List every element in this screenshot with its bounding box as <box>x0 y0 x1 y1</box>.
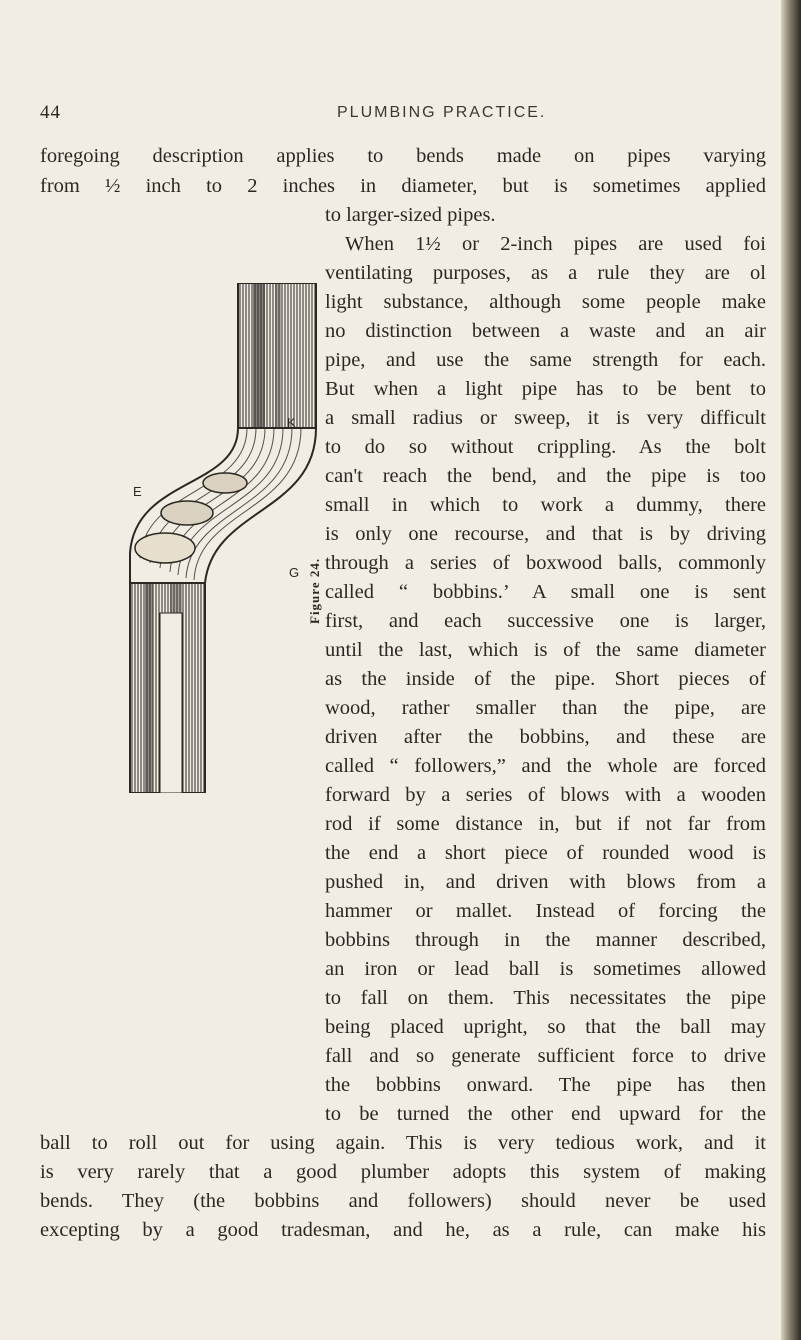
text-line: hammer or mallet. Instead of forcing the <box>325 900 766 922</box>
page-header <box>0 102 801 126</box>
text-line: But when a light pipe has to be bent to <box>325 378 766 400</box>
page-number: 44 <box>40 102 61 123</box>
text-line: pipe, and use the same strength for each. <box>325 349 766 371</box>
text-line: the end a short piece of rounded wood is <box>325 842 766 864</box>
text-line: until the last, which is of the same diameter <box>325 639 766 661</box>
figure-caption: Figure 24. <box>307 557 322 624</box>
text-line: as the inside of the pipe. Short pieces of <box>325 668 766 690</box>
text-line: a small radius or sweep, it is very difficult <box>325 407 766 429</box>
text-line: first, and each successive one is larger, <box>325 610 766 632</box>
text-line: called “ bobbins.’ A small one is sent <box>325 581 766 603</box>
text-line: is very rarely that a good plumber adopts this system of making <box>40 1161 766 1183</box>
running-head: PLUMBING PRACTICE. <box>337 104 547 121</box>
text-line: ventilating purposes, as a rule they are ol <box>325 262 766 284</box>
text-line: forward by a series of blows with a wooden <box>325 784 766 806</box>
text-line: an iron or lead ball is sometimes allowed <box>325 958 766 980</box>
text-line: to be turned the other end upward for the <box>325 1103 766 1125</box>
text-line: the bobbins onward. The pipe has then <box>325 1074 766 1096</box>
text-line: foregoing description applies to bends made on pipes varying <box>40 145 766 167</box>
text-line: bends. They (the bobbins and followers) should never be used <box>40 1190 766 1212</box>
text-line: When 1½ or 2-inch pipes are used foi <box>345 233 766 255</box>
figure-label-k: K <box>287 415 296 430</box>
text-line: called “ followers,” and the whole are forced <box>325 755 766 777</box>
page-edge-shadow <box>781 0 801 1340</box>
text-line: excepting by a good tradesman, and he, as a rule, can make his <box>40 1219 766 1241</box>
text-line: wood, rather smaller than the pipe, are <box>325 697 766 719</box>
text-line: is only one recourse, and that is by driving <box>325 523 766 545</box>
text-line: to fall on them. This necessitates the pipe <box>325 987 766 1009</box>
figure-label-g: G <box>289 565 300 580</box>
text-line: pushed in, and driven with blows from a <box>325 871 766 893</box>
text-line: rod if some distance in, but if not far from <box>325 813 766 835</box>
figure-label-e: E <box>133 484 142 499</box>
text-line: no distinction between a waste and an air <box>325 320 766 342</box>
text-line: light substance, although some people make <box>325 291 766 313</box>
text-line: to do so without crippling. As the bolt <box>325 436 766 458</box>
text-line: through a series of boxwood balls, commonly <box>325 552 766 574</box>
pipe-bend-figure <box>125 283 325 793</box>
text-line: fall and so generate sufficient force to drive <box>325 1045 766 1067</box>
text-line: being placed upright, so that the ball may <box>325 1016 766 1038</box>
text-line: from ½ inch to 2 inches in diameter, but is sometimes applied <box>40 175 766 197</box>
text-line: bobbins through in the manner described, <box>325 929 766 951</box>
text-line: small in which to work a dummy, there <box>325 494 766 516</box>
text-line: driven after the bobbins, and these are <box>325 726 766 748</box>
text-line: to larger-sized pipes. <box>325 204 496 226</box>
text-line: can't reach the bend, and the pipe is too <box>325 465 766 487</box>
pipe-bend-drawing <box>125 283 325 793</box>
text-line: ball to roll out for using again. This is very tedious work, and it <box>40 1132 766 1154</box>
